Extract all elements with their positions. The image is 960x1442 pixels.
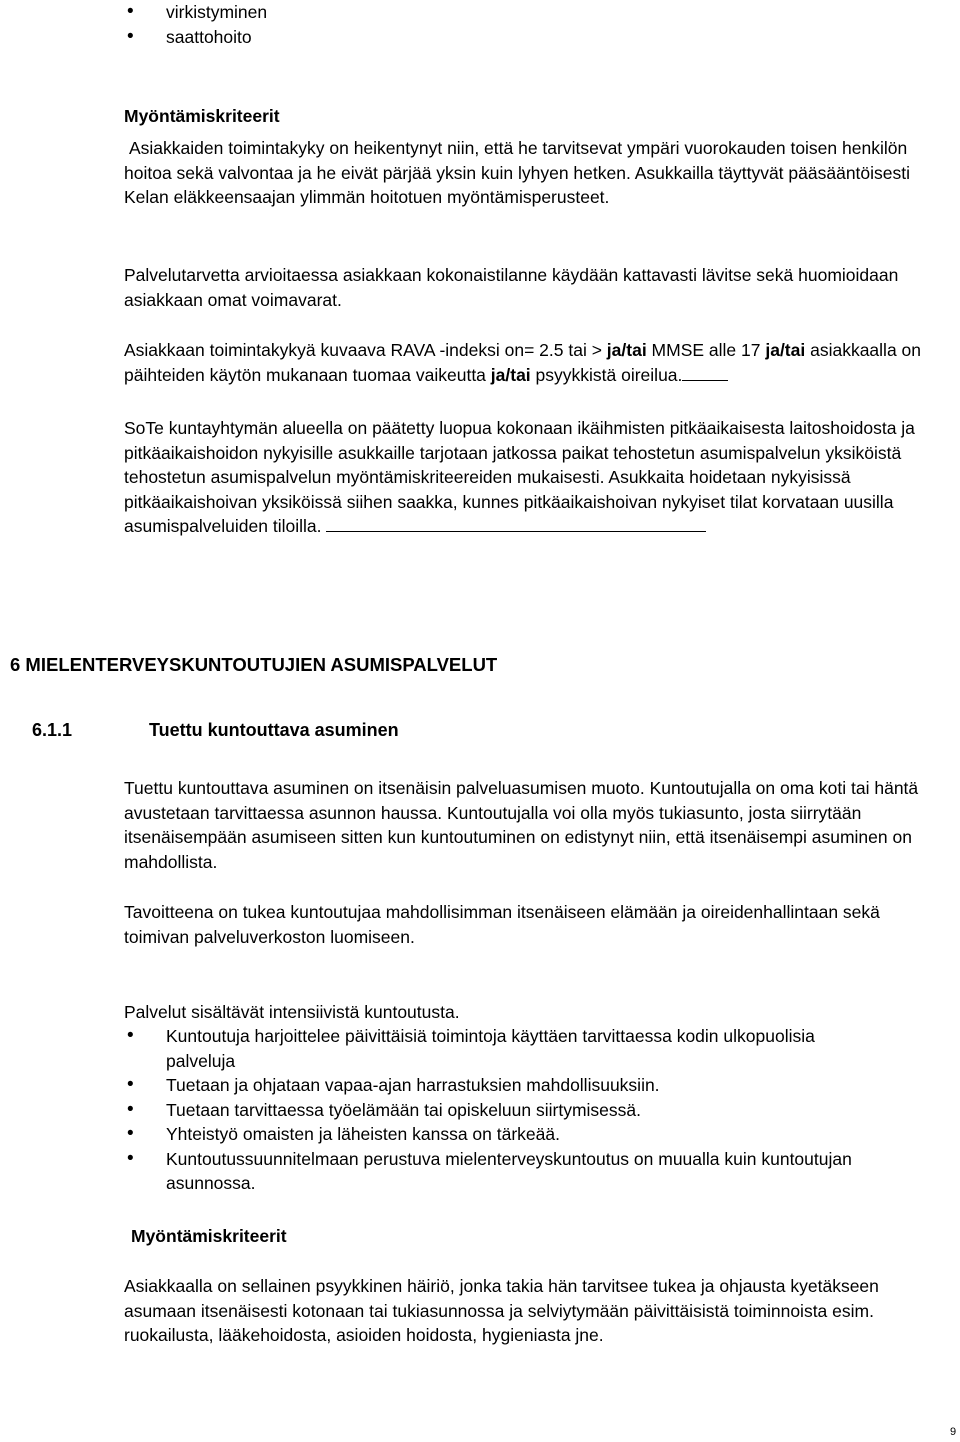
rava-text: MMSE alle 17: [646, 340, 766, 360]
paragraph: Tavoitteena on tukea kuntoutujaa mahdollisimman itsenäiseen elämään ja oireidenhallintaan sekä toimivan palveluverkoston luomiseen.: [124, 902, 880, 947]
section-heading: Myöntämiskriteerit: [124, 106, 280, 126]
list-item: • virkistyminen: [124, 0, 944, 25]
paragraph: Asiakkaiden toimintakyky on heikentynyt niin, että he tarvitsevat ympäri vuorokauden toisen henkilön hoitoa sekä valvontaa ja he eivät pärjää yksin kuin lyhyen hetken. Asukkailla täyttyvät pääsääntöisesti Kelan eläkkeensaajan ylimmän hoitotuen myöntämisperusteet.: [124, 138, 911, 207]
top-bullet-list: [124, 0, 944, 49]
underline-rule: [682, 363, 728, 381]
list-item: • Tuetaan ja ohjataan vapaa-ajan harrastuksien mahdollisuuksiin.: [124, 1073, 944, 1098]
rava-paragraph: [124, 338, 936, 387]
rava-text: psyykkistä oireilua.: [530, 364, 683, 385]
rava-andor: ja/tai: [490, 364, 531, 385]
rava-text: Asiakkaan toimintakykyä kuvaava RAVA -indeksi on= 2.5 tai >: [124, 340, 607, 360]
paragraph: Tuettu kuntouttava asuminen on itsenäisin palveluasumisen muoto. Kuntoutujalla on oma koti tai häntä avustetaan tarvittaessa asunnon haussa. Kuntoutujalla voi olla myös tukiasunto, josta siirrytään itsenäisempään asumiseen sitten kun kuntoutuminen on edistynyt niin, että itsenäisempi asuminen on mahdollista.: [124, 778, 919, 872]
section-heading: Myöntämiskriteerit: [131, 1226, 287, 1246]
list-item: • Tuetaan tarvittaessa työelämään tai opiskeluun siirtymisessä.: [124, 1098, 944, 1123]
list-item: • Yhteistyö omaisten ja läheisten kanssa on tärkeää.: [124, 1122, 944, 1147]
subsection-number: 6.1.1: [32, 720, 73, 740]
list-item: • Kuntoutuja harjoittelee päivittäisiä toimintoja käyttäen tarvittaessa kodin ulkopuolisia palveluja: [124, 1024, 866, 1073]
list-item: • Kuntoutussuunnitelmaan perustuva mielenterveyskuntoutus on muualla kuin kuntoutujan asunnossa.: [124, 1147, 906, 1196]
rava-text: asiakkaalla on päihteiden käytön mukanaan tuomaa vaikeutta: [124, 340, 922, 385]
paragraph: [124, 416, 946, 539]
subsection-title: Tuettu kuntouttava asuminen: [149, 720, 399, 740]
sote-text: SoTe kuntayhtymän alueella on päätetty luopua kokonaan ikäihmisten pitkäaikaisesta laitoshoidosta ja pitkäaikaishoidon nykyisille asukkaille tarjotaan jatkossa paikat tehostetun asumispalvelun yksiköistä tehostetun asumispalvelun myöntämiskriteereiden mukaisesti. Asukkaita hoidetaan nykyisissä pitkäaikaishoivan yksiköissä siihen saakka, kunnes pitkäaikaishoivan nykyiset tilat korvataan uusilla asumispalveluiden tiloilla.: [124, 418, 915, 536]
page-number: 9: [950, 1426, 957, 1438]
paragraph: Palvelutarvetta arvioitaessa asiakkaan kokonaistilanne käydään kattavasti lävitse sekä huomioidaan asiakkaan omat voimavarat.: [124, 265, 899, 310]
services-list: [124, 1024, 944, 1196]
paragraph: Asiakkaalla on sellainen psyykkinen häiriö, jonka takia hän tarvitsee tukea ja ohjausta kyetäkseen asumaan itsenäisesti kotonaan tai tukiasunnossa ja selviytymään päivittäisistä toiminnoista esim. ruokailusta, lääkehoidosta, asioiden hoidosta, hygieniasta jne.: [124, 1276, 879, 1345]
chapter-title: 6 MIELENTERVEYSKUNTOUTUJIEN ASUMISPALVELUT: [10, 654, 498, 675]
list-item: • saattohoito: [124, 25, 944, 50]
underline-rule: [326, 514, 706, 532]
rava-andor: ja/tai: [765, 340, 806, 360]
services-intro: Palvelut sisältävät intensiivistä kuntoutusta.: [124, 1002, 460, 1022]
rava-andor: ja/tai: [606, 340, 647, 360]
